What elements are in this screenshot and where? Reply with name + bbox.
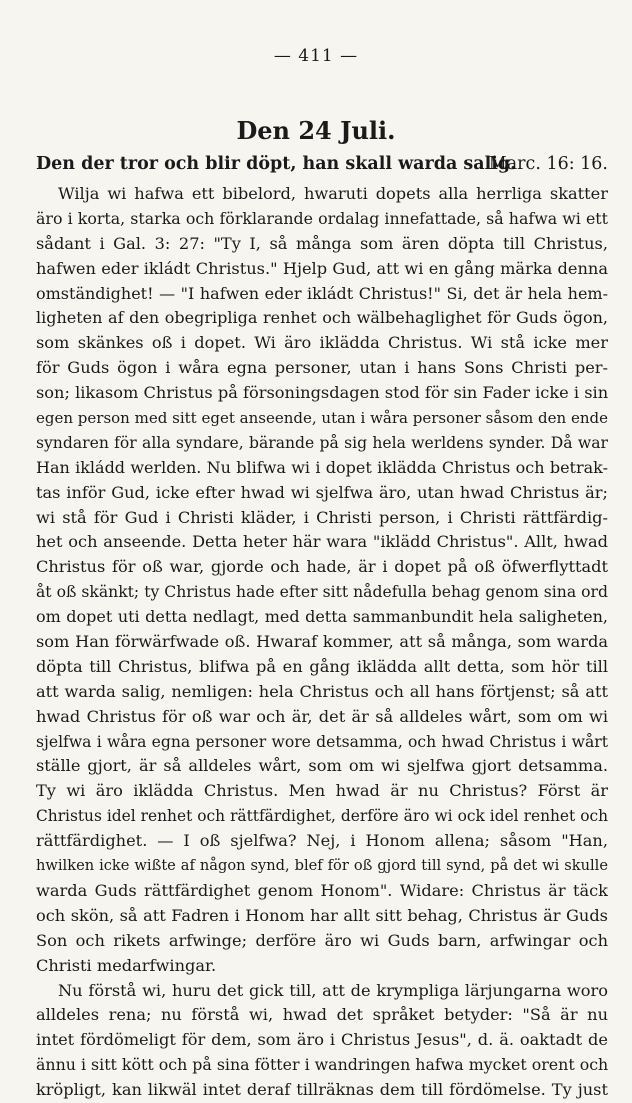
text-line: ligheten af den obegripliga renhet och wälbehaglighet för Guds ögon, [36,308,608,328]
text-line: hwilken icke wißte af någon synd, blef för oß gjord till synd, på det wi skulle [36,857,608,875]
text-line: hwad Christus för oß war och är, det är så alldeles wårt, som om wi [36,706,608,726]
verse-text: Den der tror och blir döpt, han skall warda salig. [36,154,517,174]
text-line: kröpligt, kan likwäl intet deraf tillräknas dem till fördömelse. Ty just [36,1080,608,1100]
text-line: intet fördömeligt för dem, som äro i Christus Jesus", d. ä. oaktadt de [36,1030,608,1050]
text-line: son; likasom Christus på försoningsdagen stod för sin Fader icke i sin [36,383,609,403]
text-line: wi stå för Gud i Christi kläder, i Christi person, i Christi rättfärdig- [36,507,608,527]
page-number: — 411 — [273,46,359,66]
text-line: hafwen eder ikládt Christus." Hjelp Gud, att wi en gång märka denna [36,258,608,278]
text-line: ännu i sitt kött och på sina fötter i wandringen hafwa mycket orent och [36,1055,609,1075]
text-line: ställe gjort, är så alldeles wårt, som om wi sjelfwa gjort detsamma. [36,756,608,776]
text-line: Nu förstå wi, huru det gick till, att de krympliga lärjungarna woro [58,980,608,1000]
text-line: alldeles rena; nu förstå wi, hwad det språket betyder: "Så är nu [36,1005,608,1025]
text-line: Wilja wi hafwa ett bibelord, hwaruti dopets alla herrliga skatter [58,184,608,203]
text-line: som skänkes oß i dopet. Wi äro iklädda Christus. Wi stå icke mer [36,333,608,353]
text-line: Ty wi äro iklädda Christus. Men hwad är nu Christus? Först är [36,781,608,801]
text-line: åt oß skänkt; ty Christus hade efter sitt nådefulla behag genom sina ord [36,583,608,602]
text-line: sådant i Gal. 3: 27: "Ty I, så många som ären döpta till Christus, [36,233,608,253]
text-line: rättfärdighet. — I oß sjelfwa? Nej, i Honom allena; såsom "Han, [36,831,608,851]
text-line: och skön, så att Fadren i Honom har allt sitt behag, Christus är Guds [36,905,608,925]
date-heading: Den 24 Juli. [236,116,396,145]
text-line: äro i korta, starka och förklarande ordalag innefattade, så hafwa wi ett [36,208,608,228]
text-line: omständighet! — "I hafwen eder ikládt Christus!" Si, det är hela hem- [36,283,608,303]
text-line: att warda salig, nemligen: hela Christus och all hans förtjenst; så att [36,681,608,701]
verse-reference: Marc. 16: 16. [488,154,608,174]
text-line: Christus idel renhet och rättfärdighet, derföre äro wi ock idel renhet och [36,807,608,826]
text-line: Son och rikets arfwinge; derföre äro wi Guds barn, arfwingar och [36,930,608,950]
body-text [36,182,608,1103]
text-line: för Guds ögon i wåra egna personer, utan i hans Sons Christi per- [36,358,608,378]
text-line: tas inför Gud, icke efter hwad wi sjelfwa äro, utan hwad Christus är; [36,482,608,502]
text-line: syndaren för alla syndare, bärande på sig hela werldens synder. Då war [36,433,608,452]
text-line: warda Guds rättfärdighet genom Honom". Widare: Christus är täck [36,880,608,900]
text-line: om dopet uti detta nedlagt, med detta sammanbundit hela saligheten, [36,607,608,627]
text-line: Christus för oß war, gjorde och hade, är i dopet på oß öfwerflyttadt [36,557,608,577]
text-line: Han ikládd werlden. Nu blifwa wi i dopet iklädda Christus och betrak- [36,457,608,477]
text-line: som Han förwärfwade oß. Hwaraf kommer, att så många, som warda [36,632,608,652]
text-line: Christi medarfwingar. [36,955,217,975]
text-line: sjelfwa i wåra egna personer wore detsamma, och hwad Christus i wårt [36,732,608,751]
text-line: egen person med sitt eget anseende, utan i wåra personer såsom den ende [36,409,608,428]
verse-heading [36,154,608,174]
text-line: het och anseende. Detta heter här wara "iklädd Christus". Allt, hwad [36,532,608,552]
text-line: döpta till Christus, blifwa på en gång iklädda allt detta, som hör till [36,656,608,676]
